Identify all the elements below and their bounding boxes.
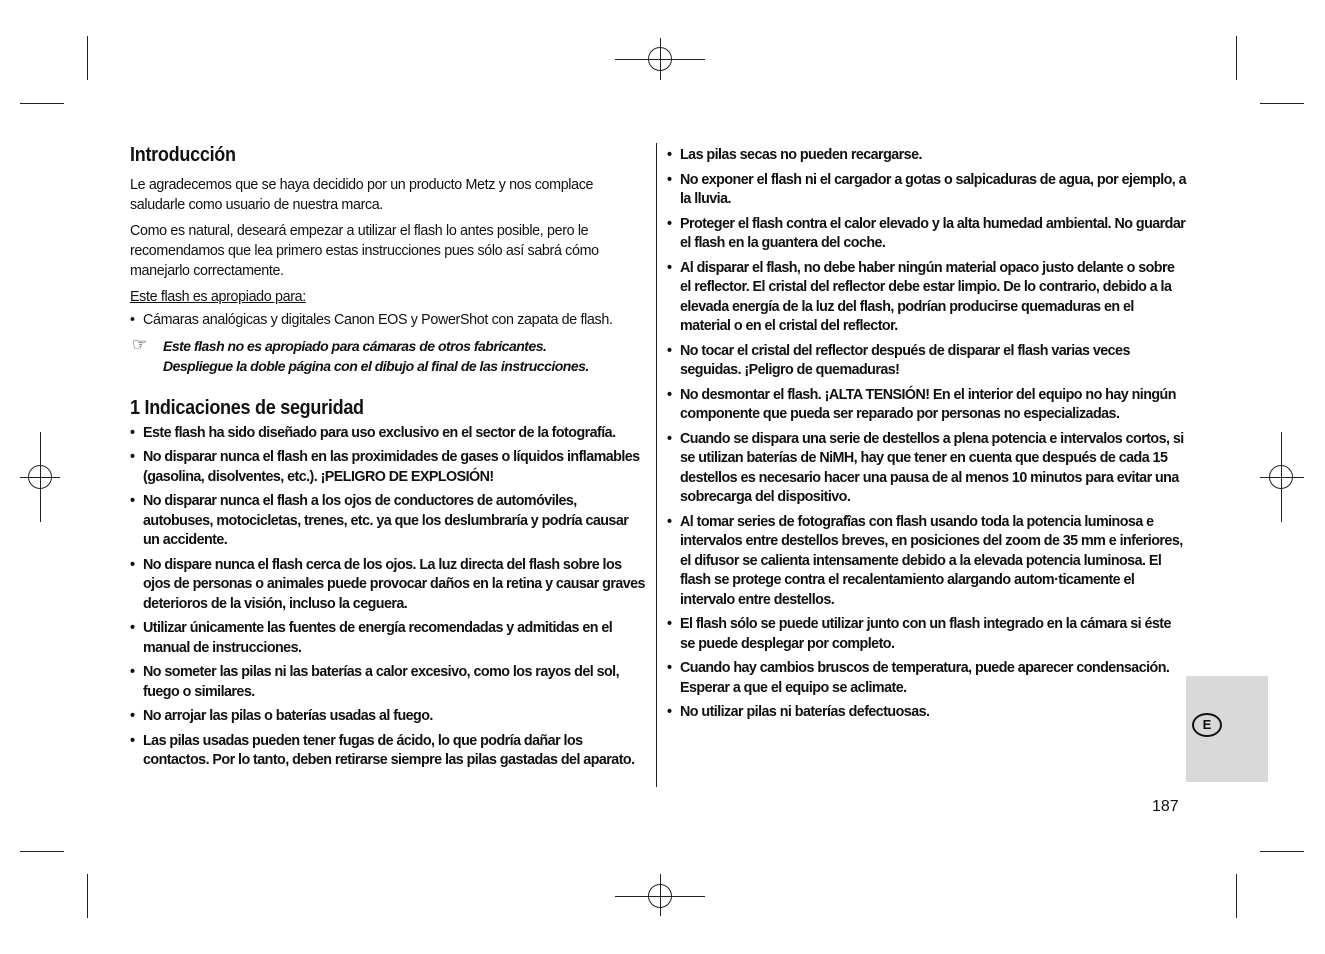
list-item: • No disparar nunca el flash a los ojos de conductores de automóviles, autobuses, motocicletas, trenes, etc. ya que los deslumbraría y podría causar un accidente.: [130, 492, 645, 551]
intro-paragraph-2: Como es natural, deseará empezar a utilizar el flash lo antes posible, pero le recomendamos que lea primero estas instrucciones pues sólo así sabrá cómo manejarlo correctamente.: [130, 223, 599, 279]
list-item: • Cuando se dispara una serie de destellos a plena potencia e intervalos cortos, si se utilizan baterías de NiMH, hay que tener en cuenta que después de cada 15 destellos es necesario hacer una pausa de al menos 10 minutos para evitar una sobrecarga del dispositivo.: [667, 430, 1187, 508]
crop-mark: [1236, 36, 1237, 80]
list-item: • Las pilas usadas pueden tener fugas de ácido, lo que podría dañar los contactos. Por lo tanto, deben retirarse siempre las pilas gastadas del aparato.: [130, 732, 645, 771]
list-item: • No arrojar las pilas o baterías usadas al fuego.: [130, 707, 645, 727]
list-item: • Cuando hay cambios bruscos de temperatura, puede aparecer condensación. Esperar a que el equipo se aclimate.: [667, 659, 1187, 698]
list-item: • Proteger el flash contra el calor elevado y la alta humedad ambiental. No guardar el flash en la guantera del coche.: [667, 215, 1187, 254]
list-item: • No disparar nunca el flash en las proximidades de gases o líquidos inflamables (gasolina, disolventes, etc.). ¡PELIGRO DE EXPLOSIÓN!: [130, 448, 645, 487]
language-badge: E: [1192, 713, 1222, 737]
suitable-list: [130, 311, 645, 331]
safety-list-right: [667, 146, 1187, 723]
intro-heading: Introducción: [130, 144, 236, 166]
note-line-2: Despliegue la doble página con el dibujo al final de las instrucciones.: [163, 357, 589, 374]
list-item: • No utilizar pilas ni baterías defectuosas.: [667, 703, 1187, 723]
page-number: 187: [1152, 798, 1179, 815]
list-item: • No dispare nunca el flash cerca de los ojos. La luz directa del flash sobre los ojos de personas o animales puede provocar daños en la retina y causar graves deterioros de la visión, incluso la ceguera.: [130, 556, 645, 615]
list-item: • Al tomar series de fotografîas con flash usando toda la potencia luminosa e intervalos entre destellos breves, en posiciones del zoom de 35 mm e inferiores, el difusor se calienta intensamente debido a la elevada potencia luminosa. El flash se protege contra el recalentamiento alargando autom·ticamente el intervalo entre destellos.: [667, 513, 1187, 611]
list-item: • Al disparar el flash, no debe haber ningún material opaco justo delante o sobre el reflector. El cristal del reflector debe estar limpio. De lo contrario, debido a la elevada energía de la luz del flash, podrían producirse quemaduras en el material o en el cristal del reflector.: [667, 259, 1187, 337]
intro-paragraph-1: Le agradecemos que se haya decidido por un producto Metz y nos complace saludarle como usuario de nuestra marca.: [130, 177, 594, 213]
list-item: • Cámaras analógicas y digitales Canon EOS y PowerShot con zapata de flash.: [130, 311, 645, 331]
safety-list-left: [130, 424, 645, 771]
crop-mark: [87, 874, 88, 918]
list-item: • Las pilas secas no pueden recargarse.: [667, 146, 1187, 166]
crop-mark: [87, 36, 88, 80]
left-column: [130, 143, 645, 776]
note: [130, 336, 645, 376]
pointing-hand-icon: ☞: [132, 334, 147, 354]
list-item: • No tocar el cristal del reflector después de disparar el flash varias veces seguidas. ¡Peligro de quemaduras!: [667, 342, 1187, 381]
list-item: • No exponer el flash ni el cargador a gotas o salpicaduras de agua, por ejemplo, a la lluvia.: [667, 171, 1187, 210]
crop-mark: [20, 851, 64, 852]
list-item: • No someter las pilas ni las baterías a calor excesivo, como los rayos del sol, fuego o similares.: [130, 663, 645, 702]
list-item: • El flash sólo se puede utilizar junto con un flash integrado en la cámara si éste se puede desplegar por completo.: [667, 615, 1187, 654]
list-item: • Utilizar únicamente las fuentes de energía recomendadas y admitidas en el manual de instrucciones.: [130, 619, 645, 658]
right-column: [667, 146, 1187, 728]
crop-mark: [1260, 851, 1304, 852]
note-line-1: Este flash no es apropiado para cámaras de otros fabricantes.: [163, 337, 547, 354]
crop-mark: [1260, 103, 1304, 104]
list-item: • Este flash ha sido diseñado para uso exclusivo en el sector de la fotografía.: [130, 424, 645, 444]
safety-heading: 1 Indicaciones de seguridad: [130, 396, 364, 419]
crop-mark: [1236, 874, 1237, 918]
suitable-label: Este flash es apropiado para:: [130, 289, 306, 305]
crop-mark: [20, 103, 64, 104]
list-item: • No desmontar el flash. ¡ALTA TENSIÓN! En el interior del equipo no hay ningún componente que pueda ser reparado por personas no especializadas.: [667, 386, 1187, 425]
column-divider: [656, 143, 657, 787]
